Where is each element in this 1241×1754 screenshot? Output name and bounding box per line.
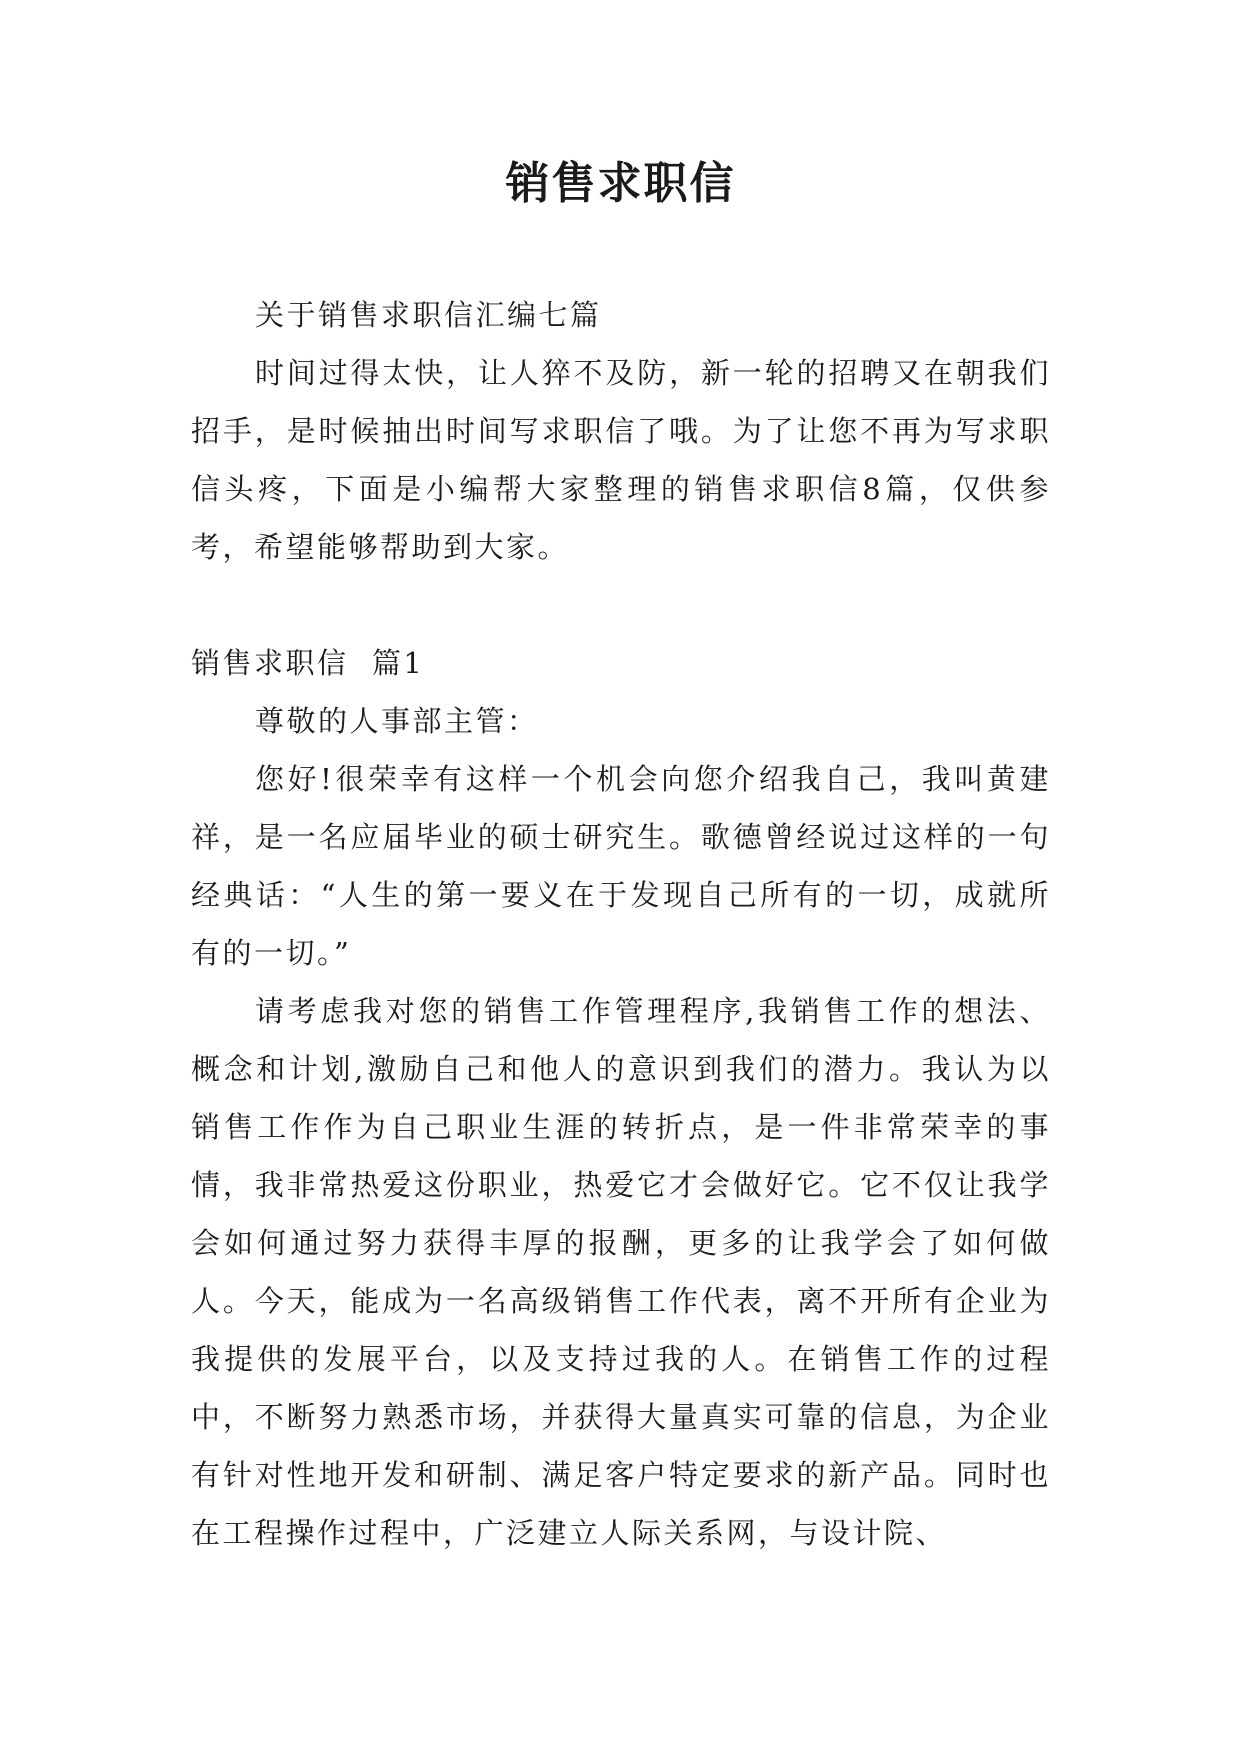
letter-paragraph: 您好!很荣幸有这样一个机会向您介绍我自己，我叫黄建祥，是一名应届毕业的硕士研究生。歌德曾经说过这样的一句经典话：“人生的第一要义在于发现自己所有的一切，成就所有的一切。”	[191, 762, 1051, 970]
document-title: 销售求职信	[505, 158, 736, 209]
section-heading: 销售求职信 篇1	[191, 646, 425, 680]
intro-paragraph: 时间过得太快，让人猝不及防，新一轮的招聘又在朝我们招手，是时候抽出时间写求职信了哦。为了让您不再为写求职信头疼，下面是小编帮大家整理的销售求职信8篇，仅供参考，希望能够帮助到大家。	[191, 356, 1051, 564]
intro-heading: 关于销售求职信汇编七篇	[255, 298, 602, 332]
letter-paragraph: 请考虑我对您的销售工作管理程序,我销售工作的想法、概念和计划,激励自己和他人的意识到我们的潜力。我认为以销售工作作为自己职业生涯的转折点，是一件非常荣幸的事情，我非常热爱这份职业，热爱它才会做好它。它不仅让我学会如何通过努力获得丰厚的报酬，更多的让我学会了如何做人。今天，能成为一名高级销售工作代表，离不开所有企业为我提供的发展平台，以及支持过我的人。在销售工作的过程中，不断努力熟悉市场，并获得大量真实可靠的信息，为企业有针对性地开发和研制、满足客户特定要求的新产品。同时也在工程操作过程中，广泛建立人际关系网，与设计院、	[191, 994, 1051, 1550]
letter-salutation: 尊敬的人事部主管：	[255, 704, 539, 738]
